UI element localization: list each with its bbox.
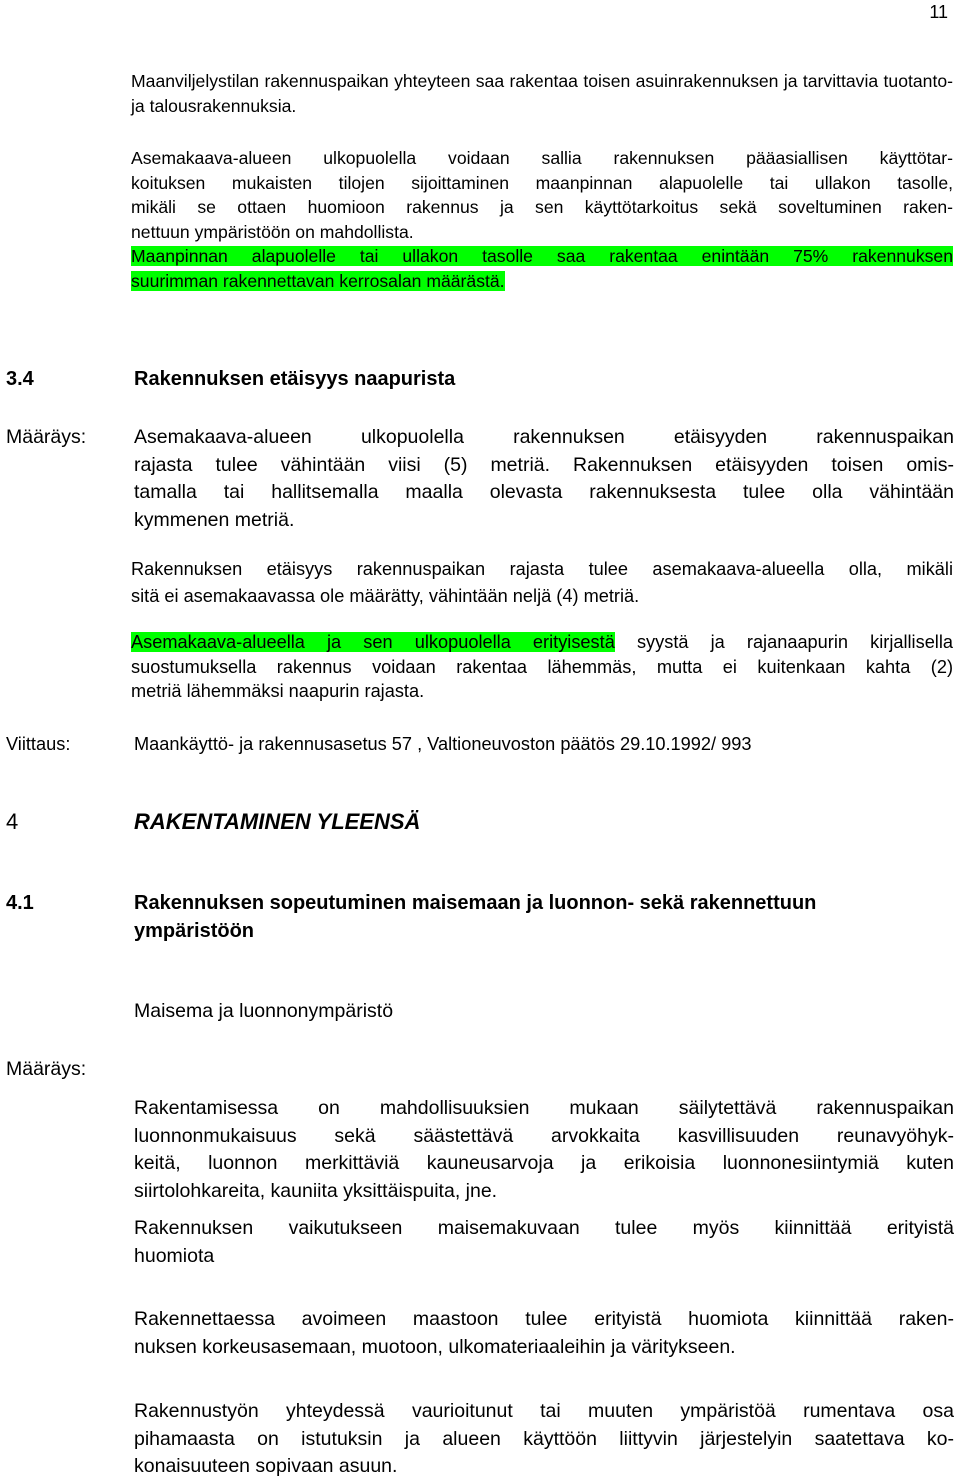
paragraph-maanviljelystila — [131, 69, 953, 118]
highlighted-text-line: suurimman rakennettavan kerrosalan määrästä. — [131, 270, 505, 291]
text-line: Rakentamisessa on mahdollisuuksien mukaan säilytettävä rakennuspaikan — [134, 1097, 954, 1119]
text-line: Asemakaava-alueen ulkopuolella voidaan sallia rakennuksen pääasiallisen käyttötar- — [131, 148, 953, 168]
viittaus-text: Maankäyttö- ja rakennusasetus 57 , Valtioneuvoston päätös 29.10.1992/ 993 — [134, 734, 752, 754]
text-line: pihamaasta on istutuksin ja alueen käyttöön liittyvin järjestelyin saatettava ko- — [134, 1427, 954, 1450]
page-number: 11 — [929, 2, 948, 22]
text-line: huomiota — [134, 1244, 215, 1267]
text-line: luonnonmukaisuus sekä säästettävä arvokkaita kasvillisuuden reunavyöhyk- — [134, 1124, 954, 1147]
paragraph-luonnonmukaisuus — [134, 1095, 954, 1205]
text-line: rajasta tulee vähintään viisi (5) metriä. Rakennuksen etäisyyden toisen omis- — [134, 453, 954, 476]
paragraph-avoin-maasto — [134, 1306, 954, 1361]
paragraph-text: Maanviljelystilan rakennuspaikan yhteyteen saa rakentaa toisen asuinrakennuksen ja tarvittavia tuotanto- ja talousrakennuksia. — [131, 71, 953, 116]
text-line: nuksen korkeusasemaan, muotoon, ulkomateriaaleihin ja väritykseen. — [134, 1335, 736, 1358]
text-line: Rakennettaessa avoimeen maastoon tulee erityistä huomiota kiinnittää raken- — [134, 1308, 954, 1330]
text-line: koituksen mukaisten tilojen sijoittaminen maanpinnan alapuolelle tai ullakon tasolle, — [131, 172, 953, 193]
text-line: Rakennustyön yhteydessä vaurioitunut tai muuten ympäristöä rumentava osa — [134, 1400, 954, 1422]
title-line: Rakennuksen sopeutuminen maisemaan ja luonnon- sekä rakennettuun — [134, 892, 817, 914]
text-line: konaisuuteen sopivaan asuun. — [134, 1455, 398, 1477]
paragraph-erityinen-syy — [131, 630, 953, 704]
text-line: mikäli se ottaen huomioon rakennus ja sen käyttötarkoitus sekä soveltuminen raken- — [131, 197, 953, 217]
paragraph-maisemakuva — [134, 1215, 954, 1270]
paragraph-pihamaa — [134, 1398, 954, 1481]
text-line: keitä, luonnon merkittäviä kauneusarvoja ja erikoisia luonnonesiintymiä kuten — [134, 1152, 954, 1174]
text-line: metriä lähemmäksi naapurin rajasta. — [131, 681, 425, 701]
text-line: siirtolohkareita, kauniita yksittäispuita, jne. — [134, 1179, 498, 1202]
text-line: tamalla tai hallitsemalla maalla olevasta rakennuksesta tulee olla vähintään — [134, 481, 954, 503]
chapter-title: RAKENTAMINEN YLEENSÄ — [134, 809, 421, 834]
paragraph-etaisyys-ulkopuolella — [134, 424, 954, 534]
viittaus-label: Viittaus: — [6, 734, 71, 754]
paragraph-etaisyys-asemakaava — [131, 556, 953, 609]
text-line: nettuun ympäristöön on mahdollista. — [131, 221, 414, 242]
section-number: 3.4 — [6, 368, 34, 390]
section-title — [134, 890, 954, 945]
subheading: Maisema ja luonnonympäristö — [134, 1000, 394, 1022]
section-number: 4.1 — [6, 892, 34, 914]
title-line: ympäristöön — [134, 919, 255, 942]
text-line: sitä ei asemakaavassa ole määrätty, vähintään neljä (4) metriä. — [131, 585, 640, 606]
chapter-number: 4 — [6, 809, 19, 834]
section-title: Rakennuksen etäisyys naapurista — [134, 368, 456, 390]
text-line: Rakennuksen vaikutukseen maisemakuvaan tulee myös kiinnittää erityistä — [134, 1217, 954, 1239]
text-line: suostumuksella rakennus voidaan rakentaa lähemmäs, mutta ei kuitenkaan kahta (2) — [131, 656, 953, 677]
highlighted-text: Asemakaava-alueella ja sen ulkopuolella erityisestä — [131, 632, 615, 652]
text-line: Rakennuksen etäisyys rakennuspaikan rajasta tulee asemakaava-alueella olla, mikäli — [131, 559, 953, 579]
text-line: Asemakaava-alueella ja sen ulkopuolella erityisestä syystä ja rajanaapurin kirjallisella — [131, 632, 954, 652]
maarays-label: Määräys: — [6, 426, 87, 448]
text-line: kymmenen metriä. — [134, 508, 295, 531]
maarays-label: Määräys: — [6, 1058, 87, 1080]
text-line: Asemakaava-alueen ulkopuolella rakennuksen etäisyyden rakennuspaikan — [134, 426, 954, 448]
paragraph-asemakaava-ulkopuolella — [131, 146, 953, 293]
highlighted-text-line: Maanpinnan alapuolelle tai ullakon tasolle saa rakentaa enintään 75% rakennuksen — [131, 246, 953, 266]
